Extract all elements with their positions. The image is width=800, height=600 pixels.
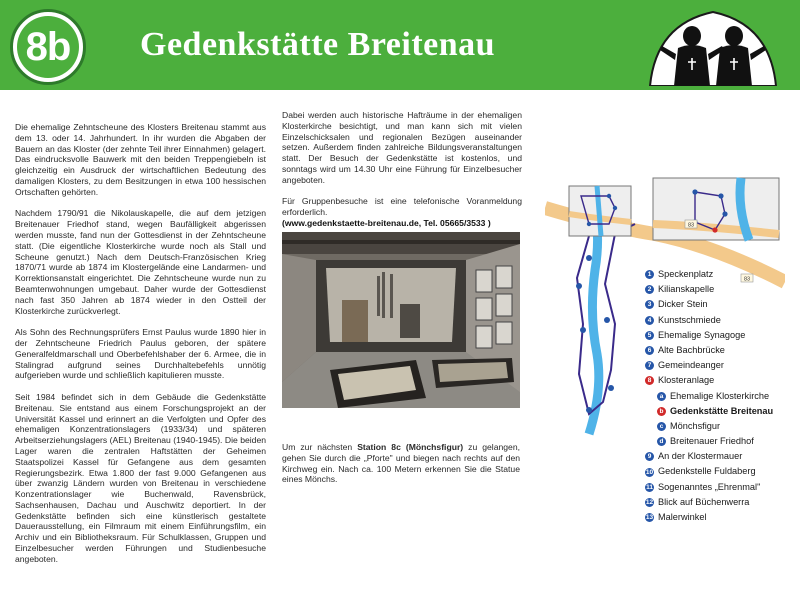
next-station-label: Station 8c (Mönchsfigur): [357, 442, 464, 452]
legend-label: Gemeindeanger: [658, 360, 724, 371]
station-badge: [10, 9, 86, 85]
legend-item: [645, 358, 795, 373]
paragraph-history: Nachdem 1790/91 die Nikolauskapelle, die auf dem jetzigen Breitenauer Friedhof stand, wegen Baufälligkeit abgerissen werden musste, fand nun der Gottesdienst in der Zehntscheune statt. (Die eigentliche Klosterkirche wurde noch als Stall und Scheune genutzt.) Nach dem Deutsch-Französischen Krieg 1870/71 wurde ab 1874 im Klostergelände eine Landarmen- und Korrektionsanstalt eingerichtet. Die Zehntscheune wurde nun zu Beamtenwohnungen umgebaut. Daher wurde der Gottesdienst nach fast 350 Jahren ab 1874 wieder in den Ostteil der Klosterkirche zurückverlegt.: [15, 208, 266, 316]
legend-number-marker: 1: [645, 270, 654, 279]
station-legend: [645, 267, 795, 525]
legend-item: [645, 328, 795, 343]
directions-text: [282, 442, 520, 496]
contact-link[interactable]: (www.gedenkstaette-breitenau.de, Tel. 05665/3533 ): [282, 217, 491, 228]
road-label-inset: 83: [687, 222, 695, 229]
legend-item: [645, 495, 795, 510]
legend-item: [645, 480, 795, 495]
header-bar: [0, 0, 800, 90]
legend-label: Gedenkstelle Fuldaberg: [658, 466, 756, 477]
legend-item: [645, 464, 795, 479]
legend-item: [645, 449, 795, 464]
paragraph-zehntscheune: Die ehemalige Zehntscheune des Klosters Breitenau stammt aus dem 13. oder 14. Jahrhundert. In ihr wurden die Abgaben der Bauern an das Kloster (der zehnte Teil ihrer Einnahmen) gelagert. Das eindrucksvolle Bauwerk mit den beiden Treppengiebeln ist gleichzeitig ein Ausdruck der wirtschaftlichen Bedeutung des damaligen Klosters, zu dem Besitzungen in etwa 100 hessischen Ortschaften gehörten.: [15, 122, 266, 197]
legend-item: [645, 313, 795, 328]
legend-item: [645, 434, 795, 449]
directions-suffix: zu gelangen, gehen Sie durch die „Pforte" und biegen nach rechts auf den Kirchweg ein. Nach ca. 100 Metern erkennen Sie die Statue eines Mönchs.: [282, 442, 520, 485]
text-column-1: [15, 122, 266, 575]
legend-label: Malerwinkel: [658, 512, 707, 522]
legend-label: Mönchsfigur: [670, 420, 721, 431]
legend-item: [645, 510, 795, 525]
paragraph-visits: Dabei werden auch historische Hafträume in der ehemaligen Klosterkirche besichtigt, und man kann sich mit vielen Einzelschicksalen und regionalen Bezügen auseinander setzen. Außerdem finden zahlreiche Bildungsveranstaltungen statt. Der Besuch der Gedenkstätte ist kostenlos, und sonntags wird um 14.30 Uhr eine Führung für Einzelbesucher angeboten.: [282, 110, 522, 185]
legend-label: Dicker Stein: [658, 299, 708, 310]
directions-prefix: Um zur nächsten: [282, 442, 358, 452]
monks-emblem-icon: [648, 6, 778, 86]
legend-label: Klosteranlage: [658, 375, 715, 386]
legend-number-marker: 4: [645, 316, 654, 325]
exhibition-photo: [282, 232, 520, 408]
legend-label: An der Klostermauer: [658, 451, 743, 462]
legend-label: Blick auf Büchenwerra: [658, 496, 750, 507]
legend-number-marker: 11: [646, 483, 653, 491]
legend-number-marker: 10: [645, 468, 654, 476]
paragraph-groups: Für Gruppenbesuche ist eine telefonische Voranmeldung erforderlich.: [282, 196, 522, 218]
legend-item: [645, 297, 795, 312]
legend-number-marker: 5: [645, 331, 654, 340]
legend-number-marker: 8: [645, 376, 654, 385]
legend-label: Gedenkstätte Breitenau: [670, 405, 774, 416]
legend-item: [645, 389, 795, 404]
station-number: 8b: [17, 16, 79, 78]
legend-number-marker: 13: [645, 514, 654, 522]
legend-label: Kunstschmiede: [658, 314, 721, 325]
paragraph-paulus: Als Sohn des Rechnungsprüfers Ernst Paulus wurde 1890 hier in der Zehntscheune Friedrich Paulus geboren, der spätere Generalfeldmarschall und Oberbefehlshaber der 6. Armee, die in Stalingrad aufgrund seines Durchhaltebefehls unnötig aufgerieben wurde und schließlich kapitulieren musste.: [15, 327, 266, 381]
legend-label: Kilianskapelle: [658, 284, 715, 295]
legend-item: [645, 282, 795, 297]
legend-label: Alte Bachbrücke: [658, 344, 725, 355]
legend-item: [645, 419, 795, 434]
paragraph-gedenkstaette: Seit 1984 befindet sich in dem Gebäude die Gedenkstätte Breitenau. Sie entstand aus einem Forschungsprojekt an der Universität Kassel und erinnert an die Verfolgten und Opfer des ehemaligen Konzentrationslagers (1933/34) und späteren Arbeitserziehungslagers (AEL) Breitenau (1940-1945). Die beiden Lager waren die zentralen Haftstätten der Geheimen Staatspolizei Kassel für Gefangene aus dem gesamten Regierungsbezirk. Etwa 1.800 der fast 9.000 Gefangenen aus über zwanzig Ländern wurden von Breitenau in verschiedene Konzentrationslager wie Buchenwald, Ravensbrück, Sachsenhausen, Dachau und Auschwitz deportiert. In der Gedenkstätte befinden sich eine künstlerisch gestaltete Dauerausstellung, ein Filmraum mit einem Einführungsfilm, ein Archiv und ein Bibliotheksraum. Für Schulklassen, Gruppen und Einzelbesucher werden Führungen und Studienbesuche angeboten.: [15, 391, 266, 564]
text-column-2: [282, 110, 522, 240]
legend-number-marker: 2: [645, 285, 654, 294]
legend-number-marker: 6: [645, 346, 654, 355]
page-title: Gedenkstätte Breitenau: [140, 26, 496, 63]
legend-label: Speckenplatz: [658, 269, 714, 279]
legend-number-marker: 9: [645, 452, 654, 461]
road-label-main: 83: [743, 276, 751, 283]
legend-number-marker: d: [657, 437, 666, 446]
legend-label: Ehemalige Klosterkirche: [670, 390, 770, 401]
legend-item: [645, 267, 795, 282]
legend-number-marker: b: [657, 407, 666, 416]
legend-label: Sogenanntes „Ehrenmal": [658, 481, 761, 492]
legend-number-marker: 3: [645, 300, 654, 309]
legend-number-marker: 7: [645, 361, 654, 370]
legend-item: [645, 404, 795, 419]
legend-number-marker: c: [657, 422, 666, 431]
legend-number-marker: 12: [645, 498, 654, 506]
legend-label: Breitenauer Friedhof: [670, 436, 754, 447]
legend-number-marker: a: [657, 392, 666, 401]
legend-label: Ehemalige Synagoge: [658, 329, 746, 340]
legend-item: [645, 343, 795, 358]
legend-item: [645, 373, 795, 388]
